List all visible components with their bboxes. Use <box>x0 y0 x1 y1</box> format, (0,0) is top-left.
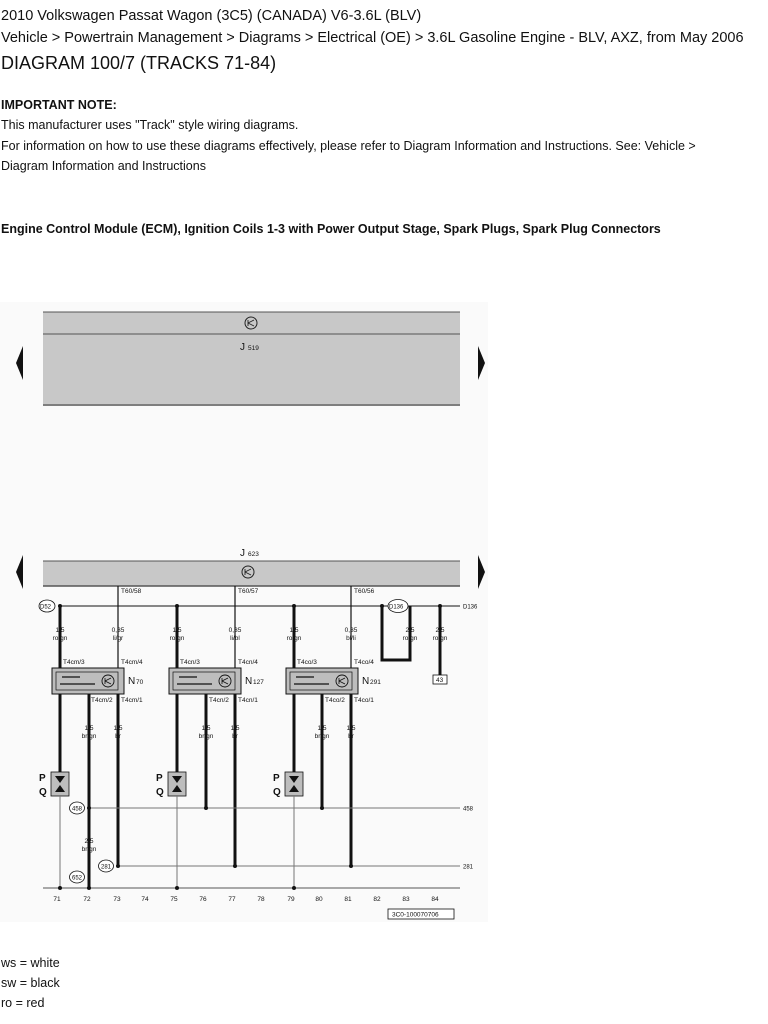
diagram-title: DIAGRAM 100/7 (TRACKS 71-84) <box>1 53 277 73</box>
track-number: 75 <box>170 896 178 903</box>
coil-sub: 70 <box>136 679 144 686</box>
wire-color: li/gr <box>112 635 124 642</box>
connector-label: T4co/1 <box>354 697 374 704</box>
track-number: 72 <box>83 896 91 903</box>
wire-size: 1,5 <box>201 725 211 732</box>
track-number: 74 <box>141 896 149 903</box>
wire-size: 0,35 <box>111 627 125 634</box>
wire-size: 1,5 <box>113 725 123 732</box>
ref-box-label: 43 <box>436 677 444 684</box>
connector-label: T4cm/1 <box>121 697 143 704</box>
track-number: 81 <box>344 896 352 903</box>
wire-size: 2,5 <box>84 838 94 845</box>
track-number: 84 <box>431 896 439 903</box>
track-number: 80 <box>315 896 323 903</box>
legend-item: ro = red <box>1 996 45 1010</box>
plug-p-label: P <box>156 773 163 784</box>
wiring-diagram-svg <box>0 300 768 925</box>
pin-label: T60/58 <box>121 588 142 595</box>
vehicle-title: 2010 Volkswagen Passat Wagon (3C5) (CANADA) V6-3.6L (BLV) <box>1 8 422 24</box>
wire-color: bl/li <box>346 635 356 642</box>
wire-size: 0,35 <box>228 627 242 634</box>
wire-color: ro/gn <box>432 635 448 642</box>
wire-color: ro/gn <box>169 635 185 642</box>
ground-label: 281 <box>101 864 112 871</box>
track-number: 83 <box>402 896 410 903</box>
wire-size: 1,5 <box>317 725 327 732</box>
coil-sub: 291 <box>370 679 381 686</box>
track-number: 79 <box>287 896 295 903</box>
track-number: 71 <box>53 896 61 903</box>
connector-label: T4cm/2 <box>91 697 113 704</box>
coil-label: N <box>128 676 136 687</box>
note-heading: IMPORTANT NOTE: <box>1 98 117 112</box>
track-number: 76 <box>199 896 207 903</box>
module-j519-sub: 519 <box>248 345 259 352</box>
wire-size: 1,5 <box>346 725 356 732</box>
bus-left-label: D52 <box>40 604 52 611</box>
bus-right-circle: D136 <box>389 604 404 611</box>
wire-size: 1,5 <box>55 627 65 634</box>
note-line-1: This manufacturer uses "Track" style wiring diagrams. <box>1 118 299 132</box>
color-legend <box>1 953 60 1013</box>
wire-color: br <box>348 733 354 740</box>
wire-color: ro/gn <box>286 635 302 642</box>
wire-color: br <box>115 733 121 740</box>
legend-item: sw = black <box>1 976 60 990</box>
pin-label: T60/56 <box>354 588 375 595</box>
coil-label: N <box>362 676 370 687</box>
wire-color: ro/gn <box>52 635 68 642</box>
bus-right-label: D136 <box>463 604 478 611</box>
diagram-id: 3C0-100070706 <box>392 911 439 919</box>
plug-p-label: P <box>39 773 46 784</box>
page-header <box>0 0 768 77</box>
wire-size: 2,5 <box>405 627 415 634</box>
connector-label: T4cn/2 <box>209 697 229 704</box>
pin-label: T60/57 <box>238 588 259 595</box>
plug-q-label: Q <box>156 787 164 798</box>
wire-color: br/gn <box>314 733 330 740</box>
ground-label: 652 <box>72 875 83 882</box>
module-j623-label: J <box>240 548 245 559</box>
wire-color: br/gn <box>198 733 214 740</box>
note-line-2[interactable]: For information on how to use these diagrams effectively, please refer to Diagram Information and Instructions. See: Vehicle > <box>1 138 696 153</box>
connector-label: T4cm/4 <box>121 659 143 666</box>
wire-size: 1,5 <box>289 627 299 634</box>
legend-item: ws = white <box>1 956 60 970</box>
plug-q-label: Q <box>39 787 47 798</box>
track-number: 78 <box>257 896 265 903</box>
section-title: Engine Control Module (ECM), Ignition Coils 1-3 with Power Output Stage, Spark Plugs, Spark Plug Connectors <box>1 221 661 236</box>
ground-label: 458 <box>463 806 474 813</box>
wire-color: ro/gn <box>402 635 418 642</box>
track-number: 82 <box>373 896 381 903</box>
breadcrumb[interactable]: Vehicle > Powertrain Management > Diagrams > Electrical (OE) > 3.6L Gasoline Engine - BLV, AXZ, from May 2006 <box>1 30 744 46</box>
coil-sub: 127 <box>253 679 264 686</box>
track-number: 77 <box>228 896 236 903</box>
connector-label: T4cm/3 <box>63 659 85 666</box>
coil-n127 <box>169 668 241 694</box>
connector-label: T4co/4 <box>354 659 374 666</box>
coil-n291 <box>286 668 358 694</box>
connector-label: T4cn/4 <box>238 659 258 666</box>
track-number: 73 <box>113 896 121 903</box>
plug-q-label: Q <box>273 787 281 798</box>
ground-label: 281 <box>463 864 474 871</box>
note-block <box>0 95 768 177</box>
wire-size: 1,5 <box>172 627 182 634</box>
wire-color: li/bl <box>230 635 240 642</box>
connector-label: T4cn/1 <box>238 697 258 704</box>
wire-color: br/gn <box>81 846 97 853</box>
module-j623-sub: 623 <box>248 551 259 558</box>
connector-label: T4co/3 <box>297 659 317 666</box>
wire-size: 0,35 <box>344 627 358 634</box>
wire-size: 1,5 <box>84 725 94 732</box>
coil-label: N <box>245 676 253 687</box>
connector-label: T4cn/3 <box>180 659 200 666</box>
wire-size: 1,5 <box>230 725 240 732</box>
ground-label: 458 <box>72 806 83 813</box>
coil-n70 <box>52 668 124 694</box>
wire-size: 2,5 <box>435 627 445 634</box>
wire-color: br <box>232 733 238 740</box>
module-j519-label: J <box>240 342 245 353</box>
plug-p-label: P <box>273 773 280 784</box>
note-line-3[interactable]: Diagram Information and Instructions <box>1 159 206 173</box>
connector-label: T4co/2 <box>325 697 345 704</box>
module-j519 <box>43 312 460 405</box>
wiring-diagram <box>0 300 768 925</box>
wire-color: br/gn <box>81 733 97 740</box>
